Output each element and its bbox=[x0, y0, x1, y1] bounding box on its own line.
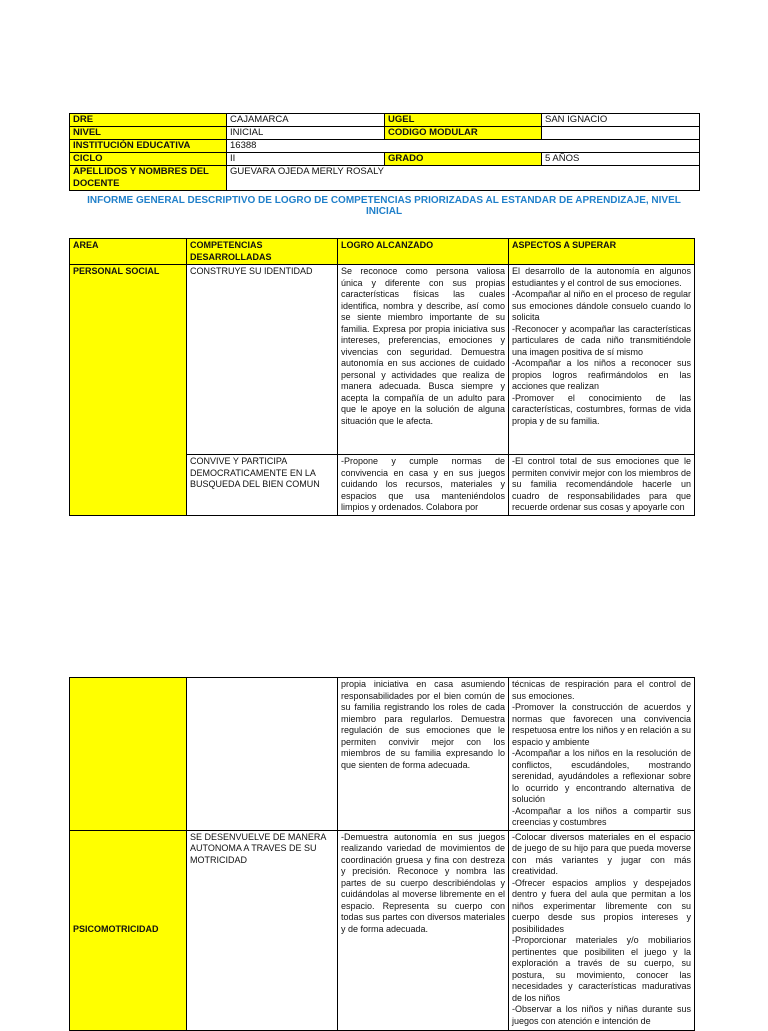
header-aspectos: ASPECTOS A SUPERAR bbox=[509, 239, 695, 265]
logro-cell: Se reconoce como persona valiosa única y diferente con sus propias características físicas las cuales identifica, nombra y describe, así como se siente miembro importante de su familia. Expresa por propia iniciativa sus intereses, preferencias, emociones y vivencias con seguridad. Demuestra autonomía en sus acciones de cuidado personal y actividades que realiza de manera adecuada. Busca siempre y acepta la compañía de un adulto para que le apoye en la solución de alguna situación que le afecta. bbox=[338, 265, 509, 455]
header-area: AREA bbox=[70, 239, 187, 265]
dre-value: CAJAMARCA bbox=[227, 114, 385, 127]
aspectos-cell: El desarrollo de la autonomía en algunos estudiantes y el control de sus emociones. -Acompañar al niño en el proceso de regular sus emociones dándole consuelo cuando lo solicita -Reconocer y acompañar las características particulares de cada niño transmitiéndole una imagen positiva de sí mismo -Acompañar a los niños a reconocer sus propios logros reafirmándolos en las acciones que realizan -Promover el conocimiento de las características, costumbres, formas de vida propia y de su familia. bbox=[509, 265, 695, 455]
ciclo-label: CICLO bbox=[70, 153, 227, 166]
ugel-label: UGEL bbox=[385, 114, 542, 127]
competencia-cell: CONVIVE Y PARTICIPA DEMOCRATICAMENTE EN LA BUSQUEDA DEL BIEN COMUN bbox=[187, 455, 338, 516]
dre-label: DRE bbox=[70, 114, 227, 127]
header-competencias: COMPETENCIAS DESARROLLADAS bbox=[187, 239, 338, 265]
area-cell: PERSONAL SOCIAL bbox=[70, 265, 187, 516]
area-cell bbox=[70, 678, 187, 831]
nivel-label: NIVEL bbox=[70, 127, 227, 140]
table-row bbox=[70, 265, 695, 455]
competencia-cell bbox=[187, 678, 338, 831]
logro-cell: -Demuestra autonomía en sus juegos realizando variedad de movimientos de coordinación gruesa y fina con destreza y precisión. Reconoce y nombra las partes de su cuerpo describiéndolas y cuidándolas al moverse libremente en el espacio. Representa su cuerpo con todas sus partes con diversos materiales y de forma adecuada. bbox=[338, 830, 509, 1030]
grado-value: 5 AÑOS bbox=[542, 153, 700, 166]
aspectos-cell: -El control total de sus emociones que le permiten convivir mejor con los miembros de su familia recomendándole hacerle un cuadro de responsabilidades para que recuerde ordenar sus cosas y apoyarle con bbox=[509, 455, 695, 516]
header-logro: LOGRO ALCANZADO bbox=[338, 239, 509, 265]
institucion-value: 16388 bbox=[227, 140, 700, 153]
aspectos-cell: -Colocar diversos materiales en el espacio de juego de su hijo para que pueda moverse con más variantes y jugar con más creatividad. -Ofrecer espacios amplios y despejados dentro y fuera del aula que permitan a los niños experimentar libremente con su cuerpo desde sus propios intereses y posibilidades -Proporcionar materiales y/o mobiliarios pertinentes que posibiliten el juego y la exploración a través de su cuerpo, su postura, su movimiento, conocer las necesidades y características madurativas de los niños -Observar a los niños y niñas durante sus juegos con atención e intención de bbox=[509, 830, 695, 1030]
institucion-label: INSTITUCIÓN EDUCATIVA bbox=[70, 140, 227, 153]
codigo-label: CODIGO MODULAR bbox=[385, 127, 542, 140]
report-title: INFORME GENERAL DESCRIPTIVO DE LOGRO DE COMPETENCIAS PRIORIZADAS AL ESTANDAR DE APRENDIZAJE, NIVEL INICIAL bbox=[87, 195, 681, 217]
school-info-table bbox=[69, 113, 700, 191]
docente-label: APELLIDOS Y NOMBRES DEL DOCENTE bbox=[70, 166, 227, 191]
competencia-cell: SE DESENVUELVE DE MANERA AUTONOMA A TRAVES DE SU MOTRICIDAD bbox=[187, 830, 338, 1030]
ciclo-value: II bbox=[227, 153, 385, 166]
table-row bbox=[70, 830, 695, 1030]
logro-cell: propia iniciativa en casa asumiendo responsabilidades por el bien común de su familia registrando los roles de cada miembro para regularlos. Demuestra regulación de sus emociones que le permiten convivir mejor con los miembros de su familia expresando lo que sienten de forma adecuada. bbox=[338, 678, 509, 831]
aspectos-cell: técnicas de respiración para el control de sus emociones. -Promover la construcción de acuerdos y normas que favorecen una convivencia respetuosa entre los niños y en relación a su espacio y ambiente -Acompañar a los niños en la resolución de conflictos, escudándoles, mostrando serenidad, ayudándoles a reflexionar sobre lo ocurrido y encontrando alternativa de solución -Acompañar a los niños a compartir sus creencias y costumbres bbox=[509, 678, 695, 831]
competencias-table bbox=[69, 238, 695, 516]
competencia-cell: CONSTRUYE SU IDENTIDAD bbox=[187, 265, 338, 455]
docente-value: GUEVARA OJEDA MERLY ROSALY bbox=[227, 166, 700, 191]
competencias-table-continued bbox=[69, 677, 695, 1031]
nivel-value: INICIAL bbox=[227, 127, 385, 140]
codigo-value bbox=[542, 127, 700, 140]
table-row bbox=[70, 678, 695, 831]
ugel-value: SAN IGNACIO bbox=[542, 114, 700, 127]
grado-label: GRADO bbox=[385, 153, 542, 166]
area-cell: PSICOMOTRICIDAD bbox=[70, 830, 187, 1030]
logro-cell: -Propone y cumple normas de convivencia en casa y en sus juegos cuidando los recursos, materiales y espacios que usa manteniéndolos limpios y ordenados. Colabora por bbox=[338, 455, 509, 516]
